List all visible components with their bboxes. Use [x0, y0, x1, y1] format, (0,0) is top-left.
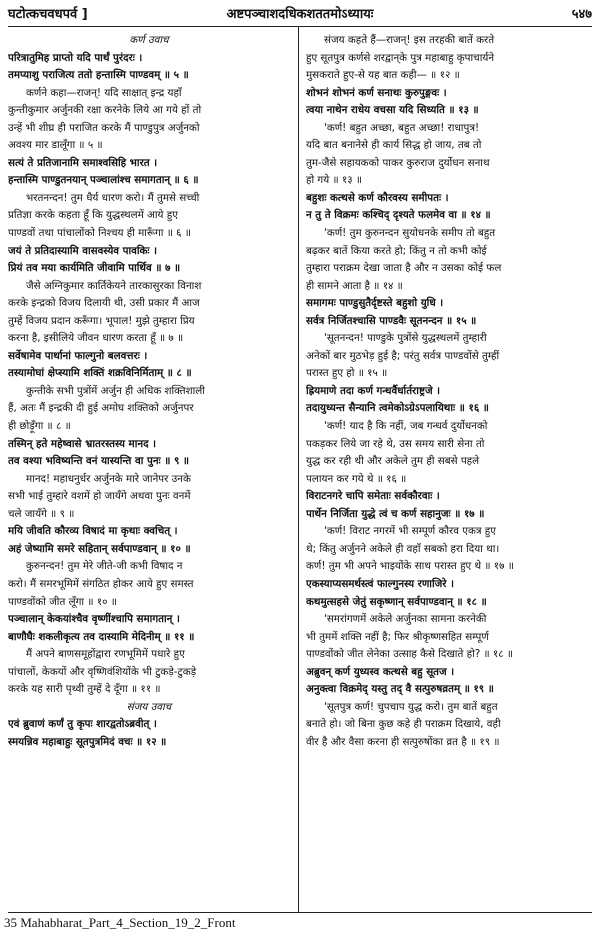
translation-line: अवश्य मार डालूँगा ॥ ५ ॥ — [8, 139, 103, 152]
translation-line: 'कर्ण! याद है कि नहीं, जब गन्धर्व दुर्योधनको — [324, 420, 488, 433]
translation-line: चले जायँगे ॥ ९ ॥ — [8, 507, 75, 520]
translation-line: करो। मैं समरभूमिमें संगठित होकर आये हुए समस्त — [8, 577, 194, 590]
translation-line: मैं अपने बाणसमूहोंद्वारा रणभूमिमें पधारे हुए — [26, 648, 185, 661]
verse-line: बहुशः कत्थसे कर्ण कौरवस्य समीपतः । — [306, 191, 449, 204]
verse-line: समागमः पाण्डुसुतैर्दृष्टस्ते बहुशो युधि । — [306, 297, 444, 310]
translation-line: वीर है और वैसा करना ही सत्पुरुषोंका व्रत है ॥ १९ ॥ — [306, 735, 500, 748]
section-title: घटोत्कचवधपर्व ] — [8, 7, 88, 22]
translation-line: पाण्डवों तथा पांचालोंको निश्चय ही मारूँगा ॥ ६ ॥ — [8, 227, 191, 240]
translation-line: पकड़कर लिये जा रहे थे, उस समय सारी सेना तो — [306, 437, 485, 450]
verse-line: न तु ते विक्रमः कश्चिद् दृश्यते फलमेव वा ॥ १४ ॥ — [306, 209, 491, 222]
verse-line: सत्यं ते प्रतिजानामि समाश्वसिहि भारत । — [8, 156, 158, 169]
verse-line: तदायुध्यन्त सैन्यानि त्वमेकोऽग्रेऽपलायिथाः ॥ १६ ॥ — [306, 402, 489, 415]
translation-line: तुम्हें विजय प्रदान करूँगा। भूपाल! मुझे तुम्हारा प्रिय — [8, 314, 195, 327]
speaker-heading: कर्ण उवाच — [129, 34, 169, 46]
translation-line: 'सूतनन्दन! पाण्डुके पुत्रोंसे युद्धस्थलमें तुम्हारी — [324, 332, 487, 345]
translation-line: भरतनन्दन! तुम धैर्य धारण करो। मैं तुमसे सच्ची — [26, 191, 200, 204]
translation-line: 'कर्ण! बहुत अच्छा, बहुत अच्छा! राधापुत्र! — [324, 121, 480, 134]
verse-line: एकस्याप्यसमर्थस्त्वं फाल्गुनस्य रणाजिरे । — [306, 577, 454, 590]
translation-line: बनाते हो। जो बिना कुछ कहे ही पराक्रम दिखाये, वही — [306, 718, 501, 731]
verse-line: शोभनं शोभनं कर्ण सनाथः कुरुपुङ्गवः । — [306, 86, 447, 99]
verse-line: तस्यामोघां क्षेप्स्यामि शक्तिं शक्रविनिर्मिताम् ॥ ८ ॥ — [8, 367, 192, 380]
verse-line: तमप्याशु पराजित्य ततो हन्तास्मि पाण्डवम् ॥ ५ ॥ — [8, 69, 189, 82]
verse-line: पञ्चालान् केकयांश्चैव वृष्णींश्चापि समागतान् । — [8, 613, 180, 626]
verse-line: अब्रुवन् कर्ण युध्यस्व कत्थसे बहु सूतज । — [306, 665, 455, 678]
translation-line: उन्हें भी शीघ्र ही पराजित करके मैं पाण्डुपुत्र अर्जुनको — [8, 121, 200, 134]
speaker-heading: संजय उवाच — [126, 700, 172, 713]
verse-line: सर्वेषामेव पार्थानां फाल्गुनो बलवत्तरः । — [8, 349, 148, 362]
verse-line: विराटनगरे चापि समेताः सर्वकौरवाः । — [306, 490, 440, 503]
page-footer: 35 Mahabharat_Part_4_Section_19_2_Front — [4, 915, 236, 930]
translation-line: हो गये ॥ १३ ॥ — [306, 174, 363, 187]
translation-line: पाण्डवोंको जीत लूँगा ॥ १० ॥ — [8, 595, 117, 608]
translation-line: कर्णने कहा—राजन्! यदि साक्षात् इन्द्र यहाँ — [26, 86, 182, 99]
translation-line: भी तुममें शक्ति नहीं है; फिर श्रीकृष्णसहित सम्पूर्ण — [306, 630, 489, 643]
translation-line: पांचालों, केकयों और वृष्णिवंशियोंके भी टुकड़े-टुकड़े — [8, 665, 197, 678]
verse-line: सर्वत्र निर्जितश्चासि पाण्डवैः सूतनन्दन ॥ १५ ॥ — [306, 314, 477, 327]
column-divider — [298, 27, 299, 912]
header-rule — [8, 26, 592, 27]
translation-line: संजय कहते हैं—राजन्! इस तरहकी बातें करते — [324, 34, 495, 46]
translation-line: हैं, अतः मैं इन्द्रकी दी हुई अमोघ शक्तिको अर्जुनपर — [8, 402, 194, 415]
verse-line: पार्थेन निर्जिता युद्धे त्वं च कर्ण सहानुजः ॥ १७ ॥ — [306, 507, 485, 520]
verse-line: तस्मिन् हते महेष्वासे भ्रातरस्तस्य मानद । — [8, 437, 157, 450]
translation-line: कुन्तीके सभी पुत्रोंमें अर्जुन ही अधिक शक्तिशाली — [26, 384, 205, 397]
translation-line: मुसकराते हुए-से यह बात कही— ॥ १२ ॥ — [306, 69, 460, 82]
translation-line: तुम-जैसे सहायकको पाकर कुरुराज दुर्योधन सनाथ — [306, 156, 490, 169]
translation-line: 'कर्ण! विराट नगरमें भी सम्पूर्ण कौरव एकत्र हुए — [324, 525, 496, 538]
verse-line: तव वश्या भविष्यन्ति वनं यास्यन्ति वा पुनः ॥ ९ ॥ — [8, 455, 190, 468]
translation-line: सभी भाई तुम्हारे वशमें हो जायँगे अथवा पुनः वनमें — [8, 490, 191, 503]
translation-line: यदि बात बनानेसे ही कार्य सिद्ध हो जाय, तब तो — [306, 139, 482, 152]
verse-line: एवं ब्रुवाणं कर्णं तु कृपः शारद्वतोऽब्रवीत् । — [8, 718, 157, 731]
right-column — [306, 32, 588, 912]
translation-line: प्रतिज्ञा करके कहता हूँ कि युद्धस्थलमें आये हुए — [8, 209, 178, 222]
verse-line: अहं जेष्यामि समरे सहितान् सर्वपाण्डवान् ॥ १० ॥ — [8, 542, 191, 555]
translation-line: अनेकों बार मुठभेड़ हुई है; परंतु सर्वत्र पाण्डवोंसे तुम्हीं — [306, 349, 500, 362]
translation-line: पलायन कर गये थे ॥ १६ ॥ — [306, 472, 407, 485]
page-header — [8, 4, 592, 24]
translation-line: कर्ण! तुम भी अपने भाइयोंके साथ परास्त हुए थे ॥ १७ ॥ — [306, 560, 514, 573]
footer-rule — [8, 912, 592, 913]
verse-line: स्मयन्निव महाबाहुः सूतपुत्रमिदं वचः ॥ १२ ॥ — [8, 735, 167, 748]
chapter-title: अष्टपञ्चाशदधिकशततमोऽध्यायः — [226, 7, 374, 22]
verse-line: परित्रातुमिह प्राप्तो यदि पार्थं पुरंदरः । — [8, 51, 143, 64]
page-number: ५४७ — [571, 7, 592, 22]
translation-line: करके यह सारी पृथ्वी तुम्हें दे दूँगा ॥ ११ ॥ — [8, 683, 161, 696]
translation-line: करना है, इसीलिये जीवन धारण करता हूँ ॥ ७ ॥ — [8, 332, 184, 345]
translation-line: बढ़कर बातें किया करते हो; किंतु न तो कभी कोई — [306, 244, 487, 257]
translation-line: थे; किंतु अर्जुनने अकेले ही वहाँ सबको हरा दिया था। — [306, 542, 500, 555]
verse-line: हन्तास्मि पाण्डुतनयान् पञ्चालांश्च समागतान् ॥ ६ ॥ — [8, 174, 199, 187]
translation-line: मानद! महाधनुर्धर अर्जुनके मारे जानेपर उनके — [26, 472, 191, 485]
verse-line: अनुक्त्वा विक्रमेद् यस्तु तद् वै सत्पुरुषव्रतम् ॥ १९ ॥ — [306, 683, 494, 696]
translation-line: तुम्हारा पराक्रम देखा जाता है और न उसका कोई फल — [306, 262, 502, 275]
verse-line: मयि जीवति कौरव्य विषादं मा कृथाः क्वचित् । — [8, 525, 178, 538]
translation-line: पाण्डवोंको जीत लेनेका उत्साह कैसे दिखाते हो? ॥ १८ ॥ — [306, 648, 514, 661]
translation-line: ही छोड़ूँगा ॥ ८ ॥ — [8, 420, 71, 433]
verse-line: ह्रियमाणे तदा कर्ण गन्धर्वैर्धार्तराष्ट्रजे । — [306, 384, 441, 397]
left-column — [8, 32, 290, 912]
verse-line: जयं ते प्रतिदास्यामि वासवस्येव पावकिः । — [8, 244, 157, 257]
translation-line: युद्ध कर रही थी और अकेले तुम ही सबसे पहले — [306, 455, 480, 468]
translation-line: 'कर्ण! तुम कुरुनन्दन सुयोधनके समीप तो बहुत — [324, 227, 496, 240]
translation-line: कुन्तीकुमार अर्जुनकी रक्षा करनेके लिये आ गये हों तो — [8, 104, 202, 117]
verse-line: प्रियं तव मया कार्यमिति जीवामि पार्थिव ॥ ७ ॥ — [8, 262, 181, 275]
translation-line: कुरुनन्दन! तुम मेरे जीते-जी कभी विषाद न — [26, 560, 183, 573]
translation-line: परास्त हुए हो ॥ १५ ॥ — [306, 367, 388, 380]
translation-line: 'सूतपुत्र कर्ण! चुपचाप युद्ध करो। तुम बातें बहुत — [324, 700, 498, 713]
translation-line: हुए सूतपुत्र कर्णसे शरद्वान्‌के पुत्र महाबाहु कृपाचार्यने — [306, 51, 495, 64]
verse-line: बाणौघैः शकलीकृत्य तव दास्यामि मेदिनीम् ॥ ११ ॥ — [8, 630, 195, 643]
translation-line: 'समरांगणमें अकेले अर्जुनका सामना करनेकी — [324, 613, 487, 626]
translation-line: करके इन्द्रको विजय दिलायी थी, उसी प्रकार मैं आज — [8, 297, 200, 310]
verse-line: कथमुत्सहसे जेतुं सकृष्णान् सर्वपाण्डवान् ॥ १८ ॥ — [306, 595, 487, 608]
translation-line: जैसे अग्निकुमार कार्तिकेयने तारकासुरका विनाश — [26, 279, 202, 292]
verse-line: त्वया नाथेन राधेय वचसा यदि सिध्यति ॥ १३ ॥ — [306, 104, 479, 117]
translation-line: ही सामने आता है ॥ १४ ॥ — [306, 279, 403, 292]
